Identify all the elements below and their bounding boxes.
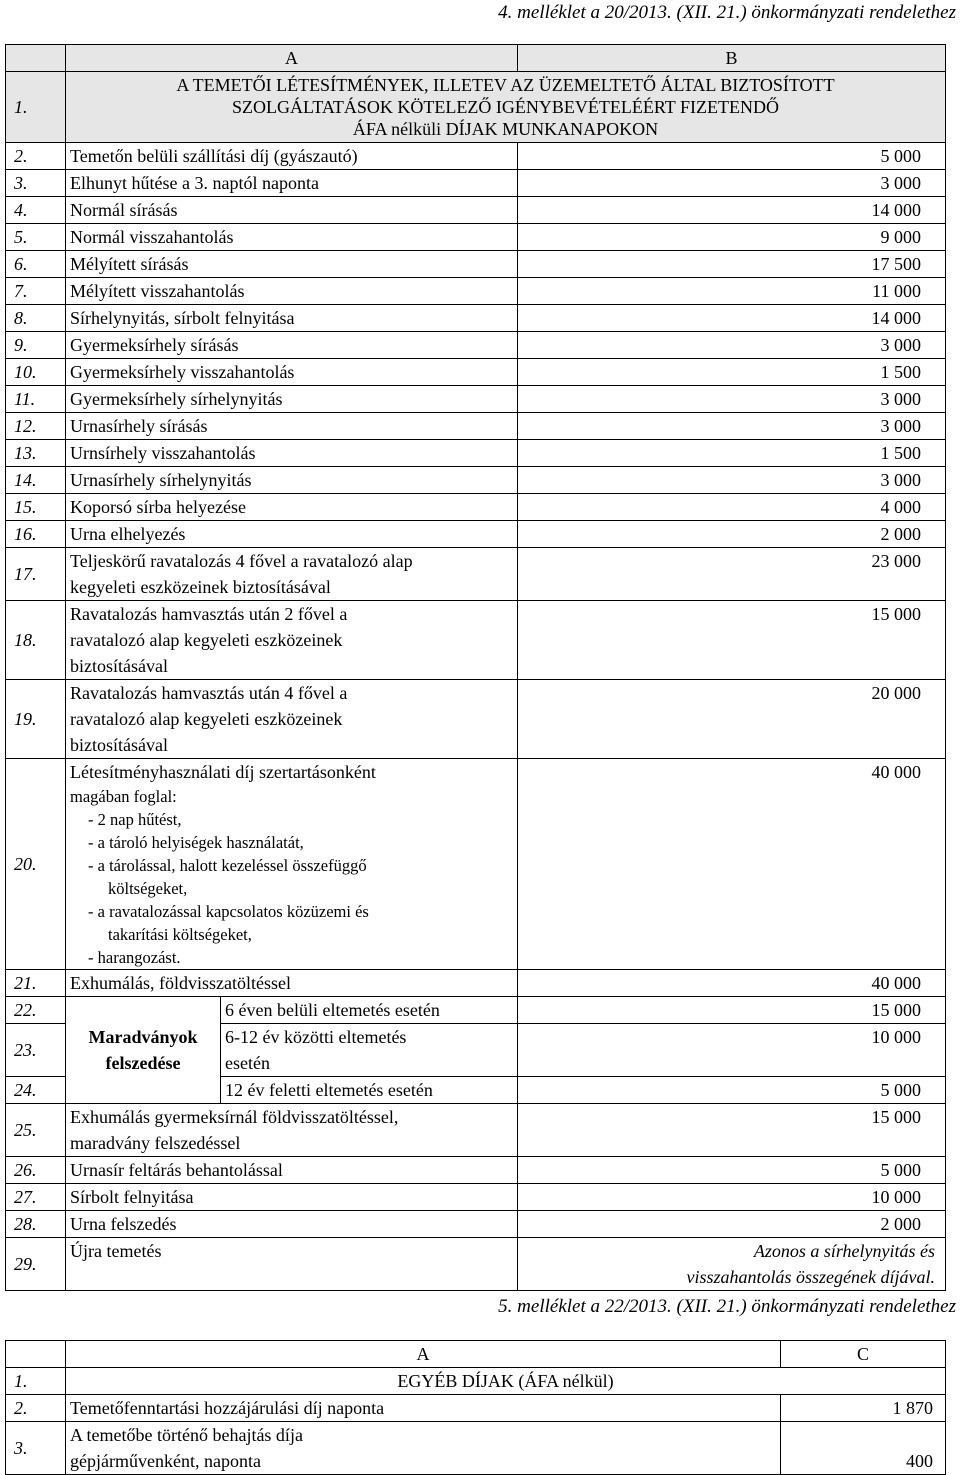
column-a-header: A bbox=[66, 45, 518, 72]
remains-label: Maradványok felszedése bbox=[66, 997, 221, 1104]
annex5-fee-table bbox=[5, 1340, 946, 1475]
title-row: 1. EGYÉB DÍJAK (ÁFA nélkül) bbox=[6, 1368, 946, 1395]
column-c-header: C bbox=[781, 1341, 946, 1368]
table-row: 29. Újra temetés Azonos a sírhelynyitás és visszahantolás összegének díjával. bbox=[6, 1238, 946, 1291]
table-row: 6. Mélyített sírásás 17 500 bbox=[6, 251, 946, 278]
table-row: 15. Koporsó sírba helyezése 4 000 bbox=[6, 494, 946, 521]
annex5-heading: 5. melléklet a 22/2013. (XII. 21.) önkormányzati rendelethez bbox=[498, 1296, 956, 1317]
table-row: 5. Normál visszahantolás 9 000 bbox=[6, 224, 946, 251]
table-row: 3. Elhunyt hűtése a 3. naptól naponta 3 000 bbox=[6, 170, 946, 197]
table-row: 11. Gyermeksírhely sírhelynyitás 3 000 bbox=[6, 386, 946, 413]
table-row: 7. Mélyített visszahantolás 11 000 bbox=[6, 278, 946, 305]
title-row bbox=[6, 72, 946, 143]
table-row: 2. Temetőn belüli szállítási díj (gyászautó) 5 000 bbox=[6, 143, 946, 170]
table-title: EGYÉB DÍJAK (ÁFA nélkül) bbox=[66, 1368, 946, 1395]
table-title: A TEMETŐI LÉTESÍTMÉNYEK, ILLETEV AZ ÜZEMELTETŐ ÁLTAL BIZTOSÍTOTT SZOLGÁLTATÁSOK KÖTELEZŐ IGÉNYBEVÉTELÉÉRT FIZETENDŐ ÁFA nélküli DÍJAK MUNKANAPOKON bbox=[66, 72, 946, 143]
table-row: 27. Sírbolt felnyitása 10 000 bbox=[6, 1184, 946, 1211]
table-row: 21. Exhumálás, földvisszatöltéssel 40 000 bbox=[6, 970, 946, 997]
table-row: 20. Létesítményhasználati díj szertartásonként magában foglal: - 2 nap hűtést, - a tároló helyiségek használatát, - a tárolással, halott kezeléssel összefüggő költségeket, - a ravatalozással kapcsolatos közüzemi és takarítási költségeket, - harangozást. 40 000 bbox=[6, 759, 946, 970]
column-b-header: B bbox=[518, 45, 946, 72]
column-header-row bbox=[6, 45, 946, 72]
table-row: 26. Urnasír feltárás behantolással 5 000 bbox=[6, 1157, 946, 1184]
table-row: 28. Urna felszedés 2 000 bbox=[6, 1211, 946, 1238]
table-row: 2. Temetőfenntartási hozzájárulási díj naponta 1 870 bbox=[6, 1395, 946, 1422]
table-row: 4. Normál sírásás 14 000 bbox=[6, 197, 946, 224]
row-number: 1. bbox=[6, 72, 66, 143]
table-row: 19. Ravatalozás hamvasztás után 4 fővel a ravatalozó alap kegyeleti eszközeinek biztosításával 20 000 bbox=[6, 680, 946, 759]
table-row: 23. 6-12 év közötti eltemetés esetén 10 000 bbox=[6, 1024, 946, 1077]
table-row: 18. Ravatalozás hamvasztás után 2 fővel a ravatalozó alap kegyeleti eszközeinek biztosításával 15 000 bbox=[6, 601, 946, 680]
column-header-row bbox=[6, 1341, 946, 1368]
table-row: 25. Exhumálás gyermeksírnál földvisszatöltéssel, maradvány felszedéssel 15 000 bbox=[6, 1104, 946, 1157]
annex4-heading: 4. melléklet a 20/2013. (XII. 21.) önkormányzati rendelethez bbox=[498, 2, 956, 23]
table-row: 10. Gyermeksírhely visszahantolás 1 500 bbox=[6, 359, 946, 386]
table-row: 3. A temetőbe történő behajtás díja gépjárművenként, naponta 400 bbox=[6, 1422, 946, 1475]
table-row: 13. Urnsírhely visszahantolás 1 500 bbox=[6, 440, 946, 467]
annex4-fee-table bbox=[5, 44, 946, 1291]
column-a-header: A bbox=[66, 1341, 781, 1368]
table-row: 9. Gyermeksírhely sírásás 3 000 bbox=[6, 332, 946, 359]
table-row: 8. Sírhelynyitás, sírbolt felnyitása 14 000 bbox=[6, 305, 946, 332]
table-row: 22. Maradványok felszedése 6 éven belüli eltemetés esetén 15 000 bbox=[6, 997, 946, 1024]
table-row: 24. 12 év feletti eltemetés esetén 5 000 bbox=[6, 1077, 946, 1104]
table-row: 17. Teljeskörű ravatalozás 4 fővel a ravatalozó alap kegyeleti eszközeinek biztosításával 23 000 bbox=[6, 548, 946, 601]
table-row: 12. Urnasírhely sírásás 3 000 bbox=[6, 413, 946, 440]
table-row: 16. Urna elhelyezés 2 000 bbox=[6, 521, 946, 548]
table-row: 14. Urnasírhely sírhelynyitás 3 000 bbox=[6, 467, 946, 494]
